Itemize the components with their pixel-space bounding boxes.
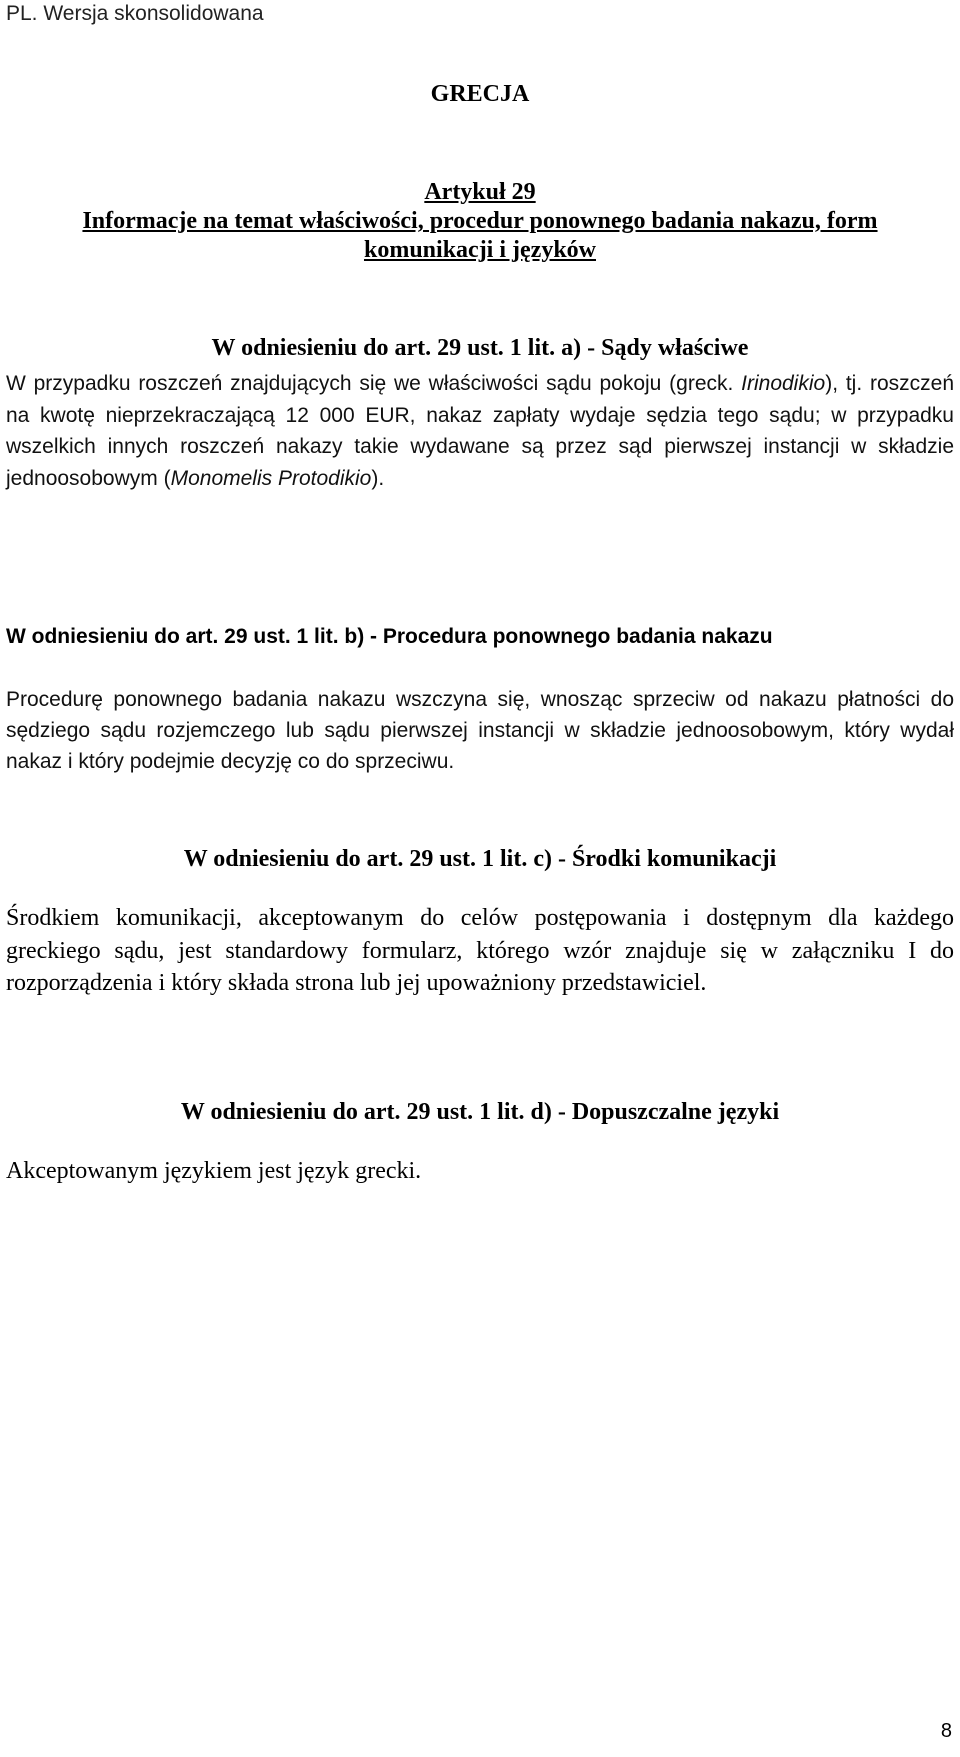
document-header: PL. Wersja skonsolidowana	[6, 2, 264, 25]
section-d-paragraph: Akceptowanym językiem jest język grecki.	[6, 1158, 422, 1184]
section-b-paragraph: Procedurę ponownego badania nakazu wszczyna się, wnosząc sprzeciw od nakazu płatności do sędziego sądu rozjemczego lub sądu pierwszej instancji w składzie jednoosobowym, który wydał nakaz i który podejmie decyzję co do sprzeciwu.	[6, 688, 954, 773]
section-d-heading: W odniesieniu do art. 29 ust. 1 lit. d) - Dopuszczalne języki	[180, 1099, 780, 1125]
section-a-text-1: W przypadku roszczeń znajdujących się we właściwości sądu pokoju (greck.	[6, 372, 742, 395]
article-heading	[0, 178, 960, 265]
section-a-term-irinodikio: Irinodikio	[741, 372, 826, 395]
section-a-term-monomelis: Monomelis Protodikio	[170, 466, 372, 490]
section-c-paragraph: Środkiem komunikacji, akceptowanym do celów postępowania i dostępnym dla każdego greckiego sądu, jest standardowy formularz, którego wzór znajduje się w załączniku I do rozporządzenia i który składa strona lub jej upoważniony przedstawiciel.	[6, 905, 954, 996]
section-a-heading: W odniesieniu do art. 29 ust. 1 lit. a) - Sądy właściwe	[211, 335, 749, 361]
country-title: GRECJA	[430, 81, 530, 107]
section-a-text-2: ), tj. roszczeń na kwotę nieprzekraczającą 12 000 EUR, nakaz zapłaty wydaje sędzia tego sądu; w przypadku wszelkich innych roszczeń nakazy takie wydawane są przez sąd pierwszej instancji w składzie jednoosobowym (	[6, 372, 954, 490]
section-a-paragraph	[6, 368, 954, 494]
section-b-heading: W odniesieniu do art. 29 ust. 1 lit. b) - Procedura ponownego badania nakazu	[6, 625, 773, 648]
article-number: Artykuł 29	[424, 179, 536, 205]
section-c-heading: W odniesieniu do art. 29 ust. 1 lit. c) - Środki komunikacji	[183, 846, 777, 872]
page-number: 8	[940, 1720, 952, 1742]
article-title-line1: Informacje na temat właściwości, procedur ponownego badania nakazu, form	[82, 208, 878, 234]
article-title-line2: komunikacji i języków	[363, 237, 596, 263]
section-a-text-3: ).	[371, 466, 385, 490]
